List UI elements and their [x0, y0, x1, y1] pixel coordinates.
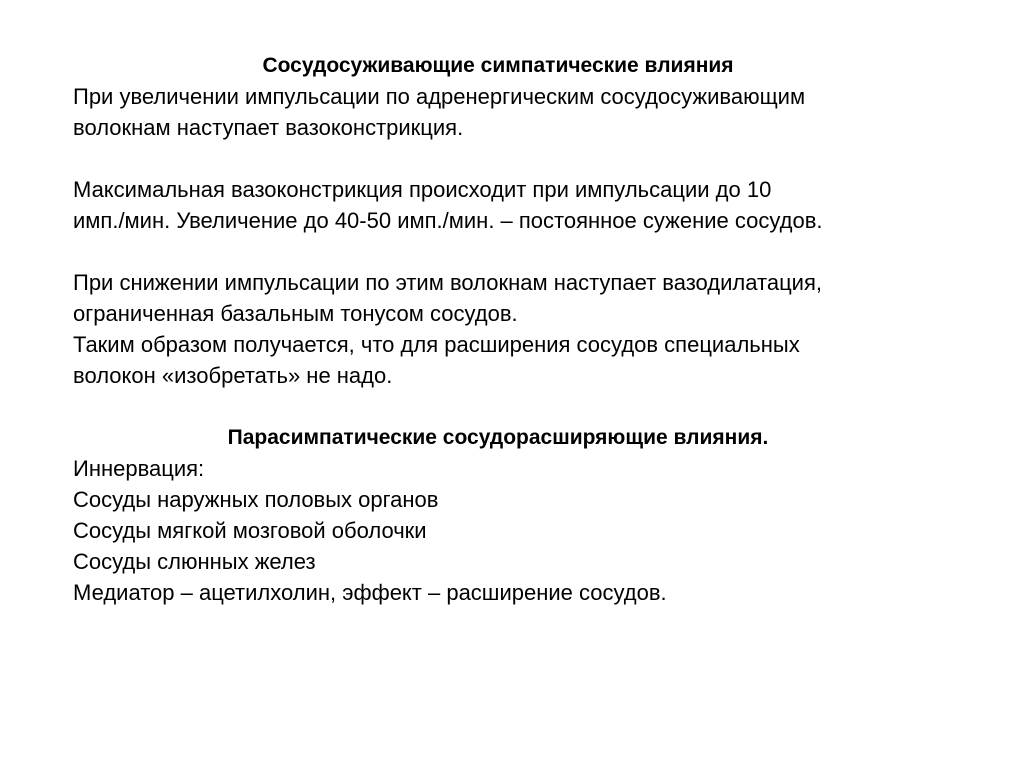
sympathetic-p2-line-2: имп./мин. Увеличение до 40-50 имп./мин. – постоянное сужение сосудов.: [73, 208, 823, 233]
paragraph-gap: [73, 143, 923, 174]
paragraph-gap: [73, 391, 923, 422]
paragraph-gap: [73, 236, 923, 267]
innervation-label: Иннервация:: [73, 456, 205, 481]
list-item: Сосуды наружных половых органов: [73, 487, 439, 512]
sympathetic-p3-line-4: волокон «изобретать» не надо.: [73, 363, 393, 388]
sympathetic-p2-line-1: Максимальная вазоконстрикция происходит при импульсации до 10: [73, 177, 772, 202]
list-item: Сосуды слюнных желез: [73, 549, 316, 574]
sympathetic-p3-line-2: ограниченная базальным тонусом сосудов.: [73, 301, 518, 326]
mediator-line: Медиатор – ацетилхолин, эффект – расширение сосудов.: [73, 580, 667, 605]
list-item: Сосуды мягкой мозговой оболочки: [73, 518, 427, 543]
slide-content: [73, 50, 923, 608]
sympathetic-p1-line-2: волокнам наступает вазоконстрикция.: [73, 115, 464, 140]
sympathetic-p3-line-3: Таким образом получается, что для расширения сосудов специальных: [73, 332, 800, 357]
sympathetic-p1-line-1: При увеличении импульсации по адренергическим сосудосуживающим: [73, 84, 806, 109]
sympathetic-heading: Сосудосуживающие симпатические влияния: [262, 54, 734, 77]
sympathetic-p3-line-1: При снижении импульсации по этим волокнам наступает вазодилатация,: [73, 270, 822, 295]
parasympathetic-heading: Парасимпатические сосудорасширяющие влияния.: [227, 426, 769, 449]
